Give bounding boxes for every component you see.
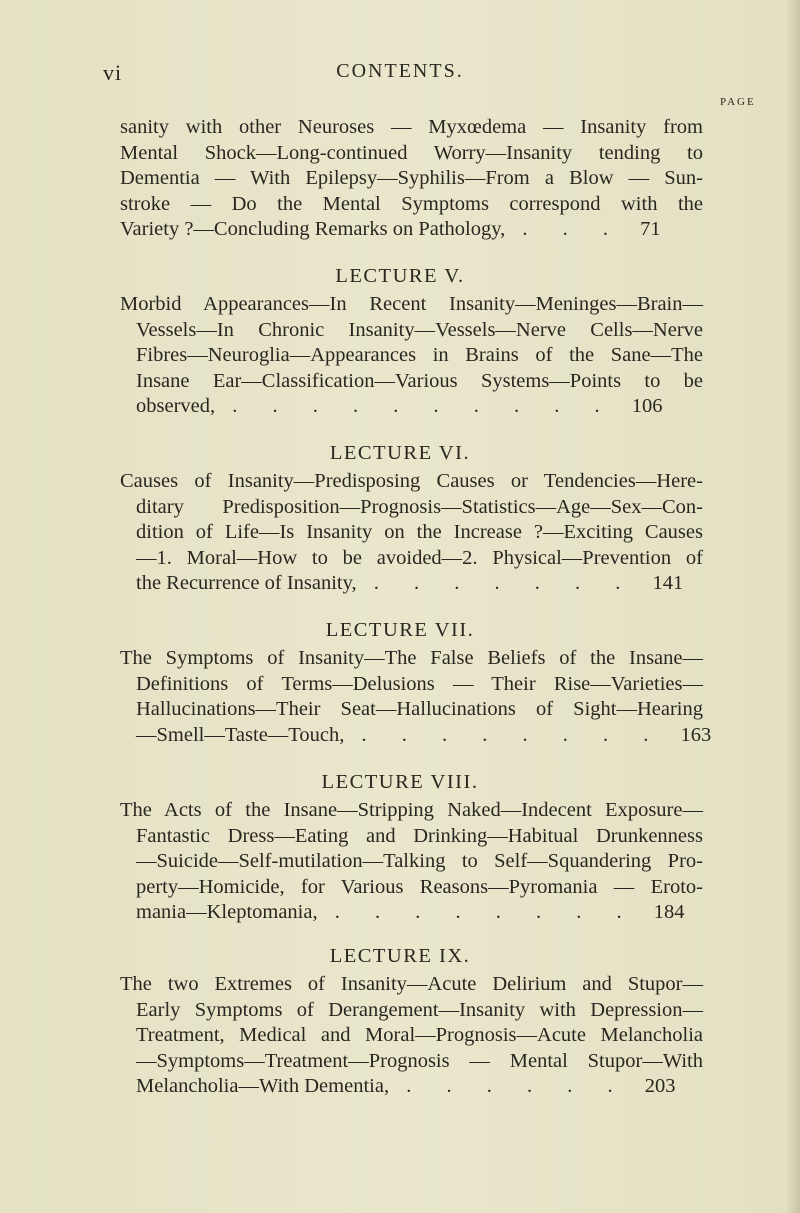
page-column-label: PAGE — [720, 96, 756, 108]
page-number: 106 — [631, 395, 663, 417]
lecture-heading: LECTURE IX. — [329, 945, 471, 967]
entry-line: —Symptoms—Treatment—Prognosis — Mental Stupor—With — [136, 1049, 703, 1072]
entry-line: Treatment, Medical and Moral—Prognosis—Acute Melancholia — [136, 1024, 703, 1046]
page-edge-shadow — [786, 0, 800, 1213]
contents-entry-lecture-7 — [120, 646, 712, 748]
entry-last-line — [120, 217, 703, 243]
contents-entry-lecture-8 — [120, 798, 703, 926]
contents-entry-lecture-9 — [120, 972, 703, 1100]
page-number: 163 — [680, 723, 712, 746]
entry-line: ditary Predisposition—Prognosis—Statistics—Age—Sex—Con- — [136, 495, 703, 518]
entry-last-text: the Recurrence of Insanity, — [136, 572, 357, 594]
entry-last-text: —Smell—Taste—Touch, — [136, 723, 345, 746]
entry-line: Hallucinations—Their Seat—Hallucinations of Sight—Hearing — [136, 698, 703, 720]
entry-line: Vessels—In Chronic Insanity—Vessels—Nerve Cells—Nerve — [136, 318, 703, 341]
lecture-heading: LECTURE VII. — [325, 619, 475, 641]
dot-leader: . . . . . . . . . . — [232, 395, 615, 417]
dot-leader: . . . . . . . — [373, 572, 636, 594]
entry-line: Insane Ear—Classification—Various Systems—Points to be — [136, 369, 703, 392]
dot-leader: . . . . . . . . — [334, 901, 637, 923]
entry-line: Fantastic Dress—Eating and Drinking—Habitual Drunkenness — [136, 824, 703, 847]
page-number: 71 — [640, 218, 661, 240]
entry-line: sanity with other Neuroses — Myxœdema — Insanity from — [120, 116, 703, 138]
entry-line: Dementia — With Epilepsy—Syphilis—From a Blow — Sun- — [120, 167, 703, 189]
entry-line: stroke — Do the Mental Symptoms correspond with the — [120, 192, 703, 215]
contents-entry-lecture-6 — [120, 469, 703, 597]
page-number: 184 — [653, 901, 685, 923]
entry-line: The two Extremes of Insanity—Acute Delirium and Stupor— — [120, 973, 703, 995]
entry-line: The Symptoms of Insanity—The False Beliefs of the Insane— — [120, 647, 703, 669]
entry-last-text: Variety ?—Concluding Remarks on Pathology, — [120, 218, 506, 240]
dot-leader: . . . . . . — [406, 1075, 628, 1097]
entry-line: Fibres—Neuroglia—Appearances in Brains of the Sane—The — [136, 344, 703, 366]
contents-entry-lecture-5 — [120, 292, 703, 420]
entry-line: The Acts of the Insane—Stripping Naked—Indecent Exposure— — [120, 799, 703, 821]
contents-entry-continued — [120, 115, 703, 243]
lecture-heading: LECTURE VI. — [329, 442, 471, 464]
lecture-heading: LECTURE V. — [335, 265, 465, 287]
entry-line: Definitions of Terms—Delusions — Their Rise—Varieties— — [136, 672, 703, 695]
entry-last-line — [120, 900, 703, 926]
entry-last-line — [120, 723, 712, 749]
lecture-heading: LECTURE VIII. — [321, 771, 479, 793]
dot-leader: . . . — [522, 218, 624, 240]
entry-line: Causes of Insanity—Predisposing Causes or Tendencies—Here- — [120, 470, 703, 492]
entry-line: —Suicide—Self-mutilation—Talking to Self—Squandering Pro- — [136, 850, 703, 872]
entry-last-text: observed, — [136, 395, 216, 417]
entry-last-line — [120, 394, 703, 420]
page-number: 203 — [644, 1075, 676, 1097]
entry-last-text: mania—Kleptomania, — [136, 901, 318, 923]
page-folio: vi — [103, 60, 123, 85]
entry-last-text: Melancholia—With Dementia, — [136, 1075, 390, 1097]
entry-line: Early Symptoms of Derangement—Insanity with Depression— — [136, 998, 703, 1021]
page-number: 141 — [652, 572, 684, 594]
dot-leader: . . . . . . . . — [361, 723, 664, 746]
running-head: CONTENTS. — [336, 60, 464, 82]
entry-line: perty—Homicide, for Various Reasons—Pyromania — Eroto- — [136, 875, 703, 898]
entry-line: —1. Moral—How to be avoided—2. Physical—Prevention of — [136, 546, 703, 569]
entry-line: Morbid Appearances—In Recent Insanity—Meninges—Brain— — [120, 293, 703, 315]
entry-last-line — [120, 571, 703, 597]
entry-line: Mental Shock—Long-continued Worry—Insanity tending to — [120, 141, 703, 164]
entry-last-line — [120, 1074, 703, 1100]
entry-line: dition of Life—Is Insanity on the Increase ?—Exciting Causes — [136, 521, 703, 543]
